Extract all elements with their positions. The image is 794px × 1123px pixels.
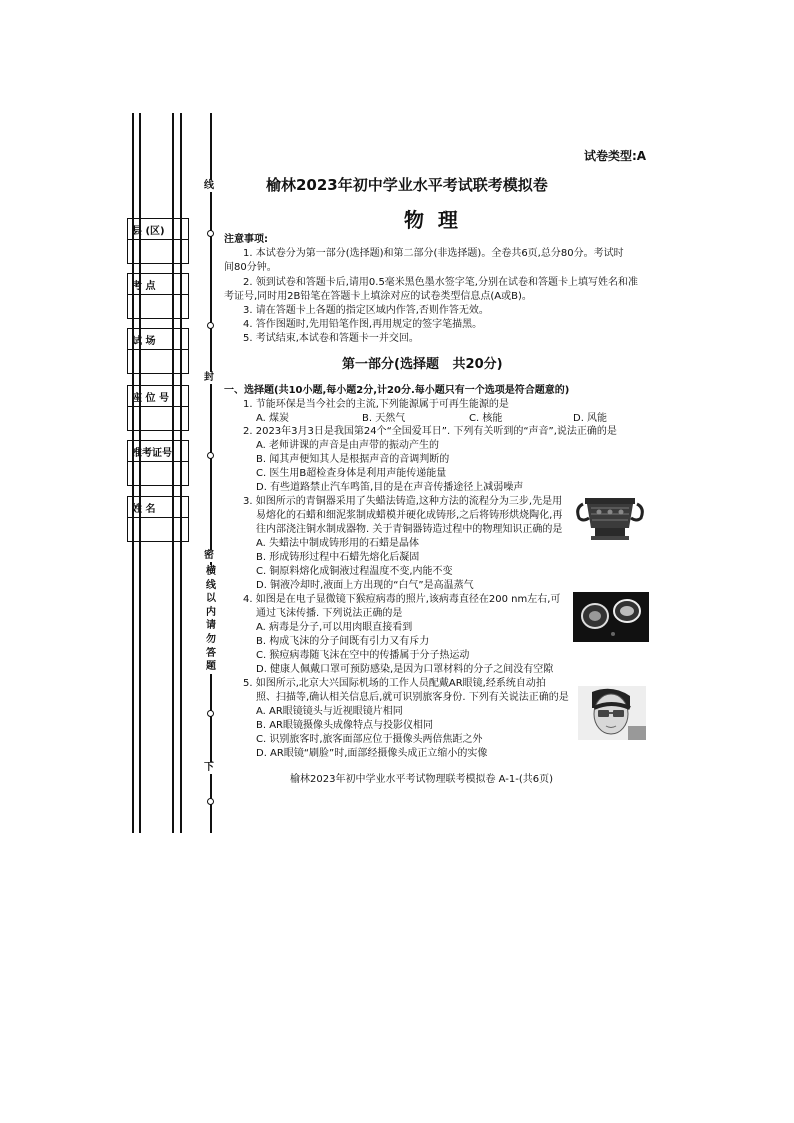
seal-dot [207,710,214,717]
q5-option-b: B. AR眼镜摄像头成像特点与投影仪相同 [256,720,434,731]
q2-option-b: B. 闻其声便知其人是根据声音的音调判断的 [256,454,450,465]
q5-stem-2: 照、扫描等,确认相关信息后,就可识别旅客身份. 下列有关说法正确的是 [256,692,569,703]
q4-option-a: A. 病毒是分子,可以用肉眼直接看到 [256,622,413,633]
q3-option-b: B. 形成铸形过程中石蜡先熔化后凝固 [256,552,420,563]
subject-title: 物 理 [404,208,458,232]
note-2b: 考证号,同时用2B铅笔在答题卡上填涂对应的试卷类型信息点(A或B)。 [224,291,532,302]
room-label: 试 场 [132,336,156,347]
q2-option-a: A. 老师讲课的声音是由声带的振动产生的 [256,440,440,451]
virus-micrograph-image [573,592,649,642]
q1-option-b: B. 天然气 [362,413,406,424]
part1-heading: 第一部分(选择题 共20分) [342,357,503,372]
q4-option-b: B. 构成飞沫的分子间既有引力又有斥力 [256,636,430,647]
ticket-label: 准考证号 [132,448,172,459]
q4-stem-1: 4. 如图是在电子显微镜下猴痘病毒的照片,该病毒直径在200 nm左右,可 [243,594,561,605]
room-box[interactable] [127,328,189,374]
seal-dot [207,452,214,459]
seal-char-xia: 下 [204,762,214,773]
exam-type: 试卷类型:A [584,149,647,163]
q3-stem-1: 3. 如图所示的青铜器采用了失蜡法铸造,这种方法的流程分为三步,先是用 [243,496,563,507]
notes-heading: 注意事项: [224,234,268,245]
q5-stem-1: 5. 如图所示,北京大兴国际机场的工作人员配戴AR眼镜,经系统自动拍 [243,678,546,689]
q4-option-c: C. 猴痘病毒随飞沫在空中的传播属于分子热运动 [256,650,470,661]
note-4: 4. 答作图题时,先用铅笔作图,再用规定的签字笔描黑。 [243,319,483,330]
exam-title: 榆林2023年初中学业水平考试联考模拟卷 [266,176,548,194]
name-box[interactable] [127,496,189,542]
county-label: 县 (区) [132,226,165,237]
seal-dot [207,230,214,237]
q3-option-d: D. 铜液冷却时,液面上方出现的“白气”是高温蒸气 [256,580,474,591]
q1-option-d: D. 风能 [573,413,608,424]
seat-label: 座 位 号 [132,393,169,404]
seal-char-mi: 密 [204,550,214,561]
seal-line [210,113,212,833]
county-box[interactable] [127,218,189,264]
seat-box[interactable] [127,385,189,431]
ticket-box[interactable] [127,440,189,486]
q5-option-a: A. AR眼镜镜头与近视眼镜片相同 [256,706,403,717]
seal-char-feng: 封 [204,372,214,383]
note-1a: 1. 本试卷分为第一部分(选择题)和第二部分(非选择题)。全卷共6页,总分80分。考试时 [243,248,624,259]
q1-option-a: A. 煤炭 [256,413,290,424]
q5-option-c: C. 识别旅客时,旅客面部应位于摄像头两倍焦距之外 [256,734,483,745]
note-5: 5. 考试结束,本试卷和答题卡一并交回。 [243,333,419,344]
seal-char-xian: 线 [204,180,214,191]
seal-warning-text: 横线以内请勿答题 [206,566,216,673]
note-2a: 2. 领到试卷和答题卡后,请用0.5毫米黑色墨水签字笔,分别在试卷和答题卡上填写姓名和准 [243,277,638,288]
page-footer: 榆林2023年初中学业水平考试物理联考模拟卷 A-1-(共6页) [290,774,553,785]
exam-site-label: 考 点 [132,281,156,292]
q3-option-a: A. 失蜡法中制成铸形用的石蜡是晶体 [256,538,420,549]
q4-option-d: D. 健康人佩戴口罩可预防感染,是因为口罩材料的分子之间没有空隙 [256,664,554,675]
note-3: 3. 请在答题卡上各题的指定区域内作答,否则作答无效。 [243,305,489,316]
q2-stem: 2. 2023年3月3日是我国第24个“全国爱耳日”. 下列有关听到的“声音”,说法正确的是 [243,426,617,437]
name-label: 姓 名 [132,504,156,515]
seal-dot [207,798,214,805]
q1-stem: 1. 节能环保是当今社会的主流,下列能源属于可再生能源的是 [243,399,509,410]
q5-option-d: D. AR眼镜“刷脸”时,面部经摄像头成正立缩小的实像 [256,748,488,759]
exam-site-box[interactable] [127,273,189,319]
q3-stem-2: 易熔化的石蜡和细泥浆制成蜡模并硬化成铸形,之后将铸形烘烧陶化,再 [256,510,563,521]
note-1b: 间80分钟。 [224,262,277,273]
q2-option-c: C. 医生用B超检查身体是利用声能传递能量 [256,468,447,479]
q3-stem-3: 往内部浇注铜水制成器物. 关于青铜器铸造过程中的物理知识正确的是 [256,524,563,535]
bronze-vessel-image [573,490,647,544]
q4-stem-2: 通过飞沫传播. 下列说法正确的是 [256,608,403,619]
q1-option-c: C. 核能 [469,413,503,424]
seal-dot [207,322,214,329]
ar-glasses-person-image [578,686,646,740]
q2-option-d: D. 有些道路禁止汽车鸣笛,目的是在声音传播途径上减弱噪声 [256,482,524,493]
section-intro: 一、选择题(共10小题,每小题2分,计20分.每小题只有一个选项是符合题意的) [224,385,570,396]
q3-option-c: C. 铜原料熔化成铜液过程温度不变,内能不变 [256,566,453,577]
